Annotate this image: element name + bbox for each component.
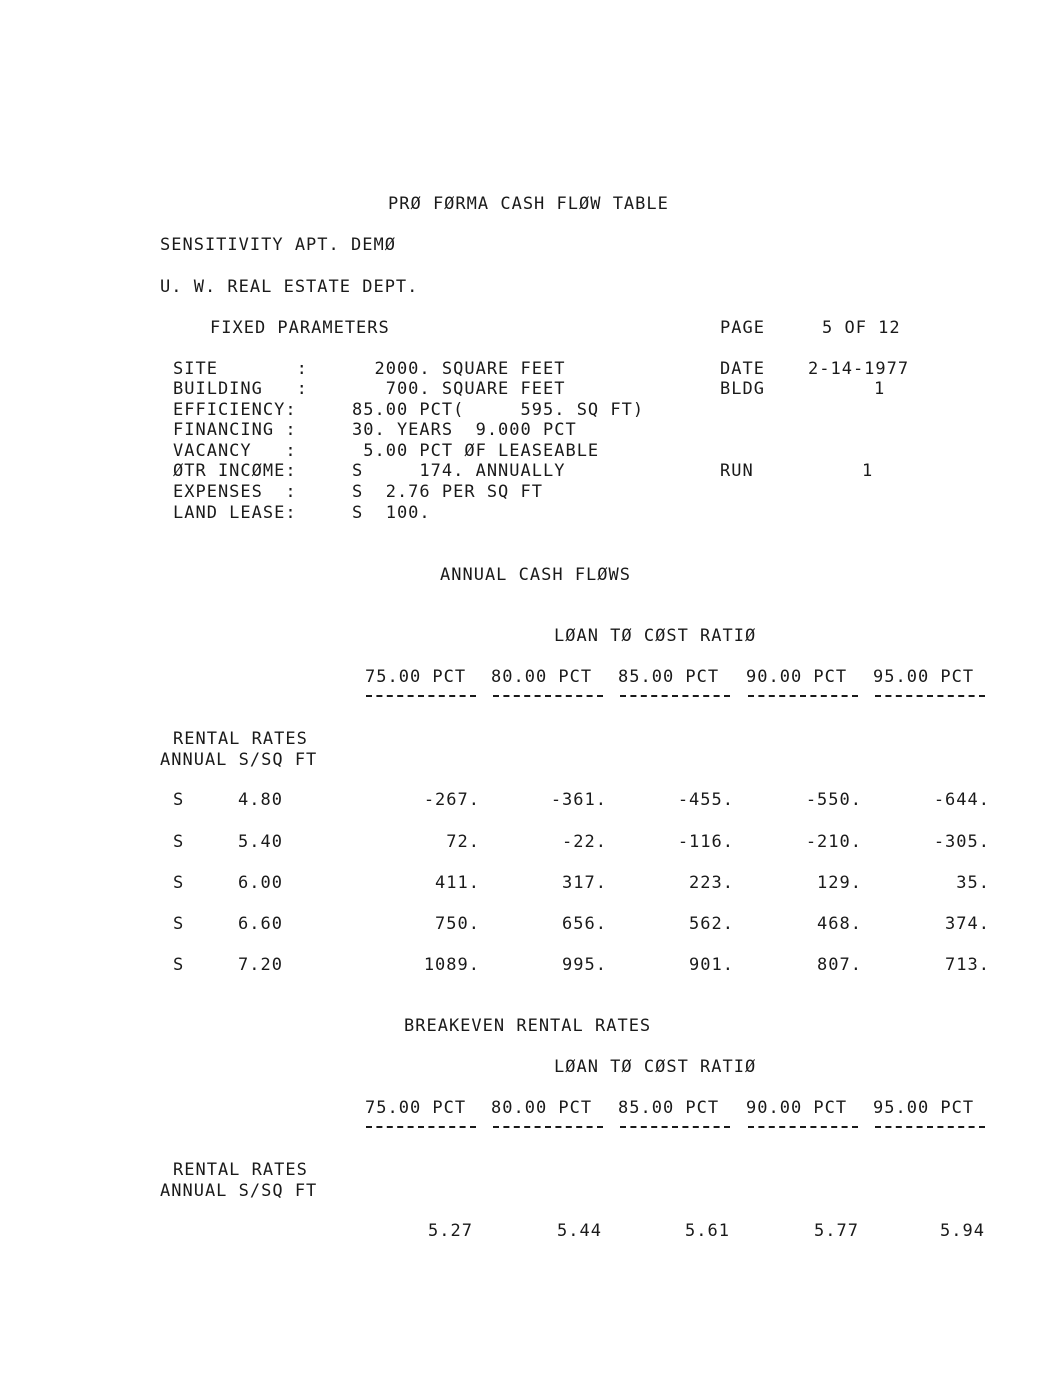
column-header: 90.00 PCT [746, 667, 848, 687]
row-header-label: RENTAL RATES [173, 729, 308, 749]
column-header: 80.00 PCT [491, 1098, 593, 1118]
column-underline [493, 695, 603, 697]
parameter-value: 2000. SQUARE FEET [352, 359, 566, 379]
cash-flow-cell: 562. [689, 914, 734, 934]
report-title: PRØ FØRMA CASH FLØW TABLE [388, 194, 669, 214]
cash-flow-cell: 995. [562, 955, 607, 975]
row-header-label: RENTAL RATES [173, 1160, 308, 1180]
cash-flow-cell: 713. [945, 955, 990, 975]
run-value: 1 [862, 461, 874, 481]
cash-flow-cell: -22. [562, 832, 607, 852]
parameter-label: EFFICIENCY: [173, 400, 297, 420]
project-name: SENSITIVITY APT. DEMØ [160, 235, 396, 255]
parameter-value: 5.00 PCT ØF LEASEABLE [352, 441, 600, 461]
page-value: 5 OF 12 [822, 318, 901, 338]
parameter-label: ØTR INCØME: [173, 461, 297, 481]
cash-flow-cell: -305. [933, 832, 990, 852]
column-header: 80.00 PCT [491, 667, 593, 687]
parameter-label: LAND LEASE: [173, 503, 297, 523]
column-header: 75.00 PCT [365, 1098, 467, 1118]
cash-flow-cell: 317. [562, 873, 607, 893]
column-underline [875, 1126, 985, 1128]
cash-flow-cell: -550. [805, 790, 862, 810]
parameter-label: FINANCING : [173, 420, 297, 440]
parameter-value: 700. SQUARE FEET [352, 379, 566, 399]
parameter-value: S 100. [352, 503, 431, 523]
column-underline [748, 1126, 858, 1128]
loan-to-cost-heading: LØAN TØ CØST RATIØ [554, 1057, 757, 1077]
rental-rate: 6.60 [238, 914, 283, 934]
parameter-label: EXPENSES : [173, 482, 297, 502]
loan-to-cost-heading: LØAN TØ CØST RATIØ [554, 626, 757, 646]
cash-flow-cell: -116. [677, 832, 734, 852]
cash-flow-cell: 223. [689, 873, 734, 893]
currency-symbol: S [173, 790, 185, 810]
cash-flow-cell: 72. [446, 832, 480, 852]
column-underline [366, 1126, 476, 1128]
column-header: 85.00 PCT [618, 667, 720, 687]
date-label: DATE [720, 359, 765, 379]
breakeven-cell: 5.94 [940, 1221, 985, 1241]
rental-rate: 4.80 [238, 790, 283, 810]
column-underline [620, 1126, 730, 1128]
cash-flow-cell: 1089. [423, 955, 480, 975]
annual-cash-flows-heading: ANNUAL CASH FLØWS [440, 565, 631, 585]
breakeven-cell: 5.44 [557, 1221, 602, 1241]
building-value: 1 [874, 379, 886, 399]
cash-flow-cell: 750. [435, 914, 480, 934]
parameter-label: BUILDING : [173, 379, 308, 399]
cash-flow-cell: -267. [423, 790, 480, 810]
column-underline [620, 695, 730, 697]
parameter-label: VACANCY : [173, 441, 297, 461]
cash-flow-cell: 656. [562, 914, 607, 934]
date-value: 2-14-1977 [808, 359, 910, 379]
cash-flow-cell: 374. [945, 914, 990, 934]
cash-flow-cell: -361. [550, 790, 607, 810]
page-label: PAGE [720, 318, 765, 338]
rental-rate: 7.20 [238, 955, 283, 975]
cash-flow-cell: 807. [817, 955, 862, 975]
fixed-parameters-heading: FIXED PARAMETERS [210, 318, 390, 338]
parameter-value: S 174. ANNUALLY [352, 461, 566, 481]
currency-symbol: S [173, 873, 185, 893]
column-underline [875, 695, 985, 697]
parameter-label: SITE : [173, 359, 308, 379]
cash-flow-cell: -210. [805, 832, 862, 852]
currency-symbol: S [173, 914, 185, 934]
rental-rate: 5.40 [238, 832, 283, 852]
cash-flow-cell: 411. [435, 873, 480, 893]
column-underline [748, 695, 858, 697]
currency-symbol: S [173, 832, 185, 852]
column-header: 90.00 PCT [746, 1098, 848, 1118]
cash-flow-cell: -455. [677, 790, 734, 810]
breakeven-heading: BREAKEVEN RENTAL RATES [404, 1016, 652, 1036]
row-header-unit: ANNUAL S/SQ FT [160, 1181, 318, 1201]
breakeven-cell: 5.77 [814, 1221, 859, 1241]
column-underline [366, 695, 476, 697]
column-header: 95.00 PCT [873, 1098, 975, 1118]
parameter-value: 30. YEARS 9.000 PCT [352, 420, 577, 440]
run-label: RUN [720, 461, 754, 481]
building-label: BLDG [720, 379, 765, 399]
rental-rate: 6.00 [238, 873, 283, 893]
column-underline [493, 1126, 603, 1128]
column-header: 85.00 PCT [618, 1098, 720, 1118]
row-header-unit: ANNUAL S/SQ FT [160, 750, 318, 770]
column-header: 75.00 PCT [365, 667, 467, 687]
cash-flow-cell: 901. [689, 955, 734, 975]
breakeven-cell: 5.27 [428, 1221, 473, 1241]
parameter-value: 85.00 PCT( 595. SQ FT) [352, 400, 645, 420]
organization-name: U. W. REAL ESTATE DEPT. [160, 277, 419, 297]
breakeven-cell: 5.61 [685, 1221, 730, 1241]
cash-flow-cell: 129. [817, 873, 862, 893]
currency-symbol: S [173, 955, 185, 975]
cash-flow-cell: 35. [956, 873, 990, 893]
column-header: 95.00 PCT [873, 667, 975, 687]
cash-flow-cell: 468. [817, 914, 862, 934]
parameter-value: S 2.76 PER SQ FT [352, 482, 543, 502]
cash-flow-cell: -644. [933, 790, 990, 810]
